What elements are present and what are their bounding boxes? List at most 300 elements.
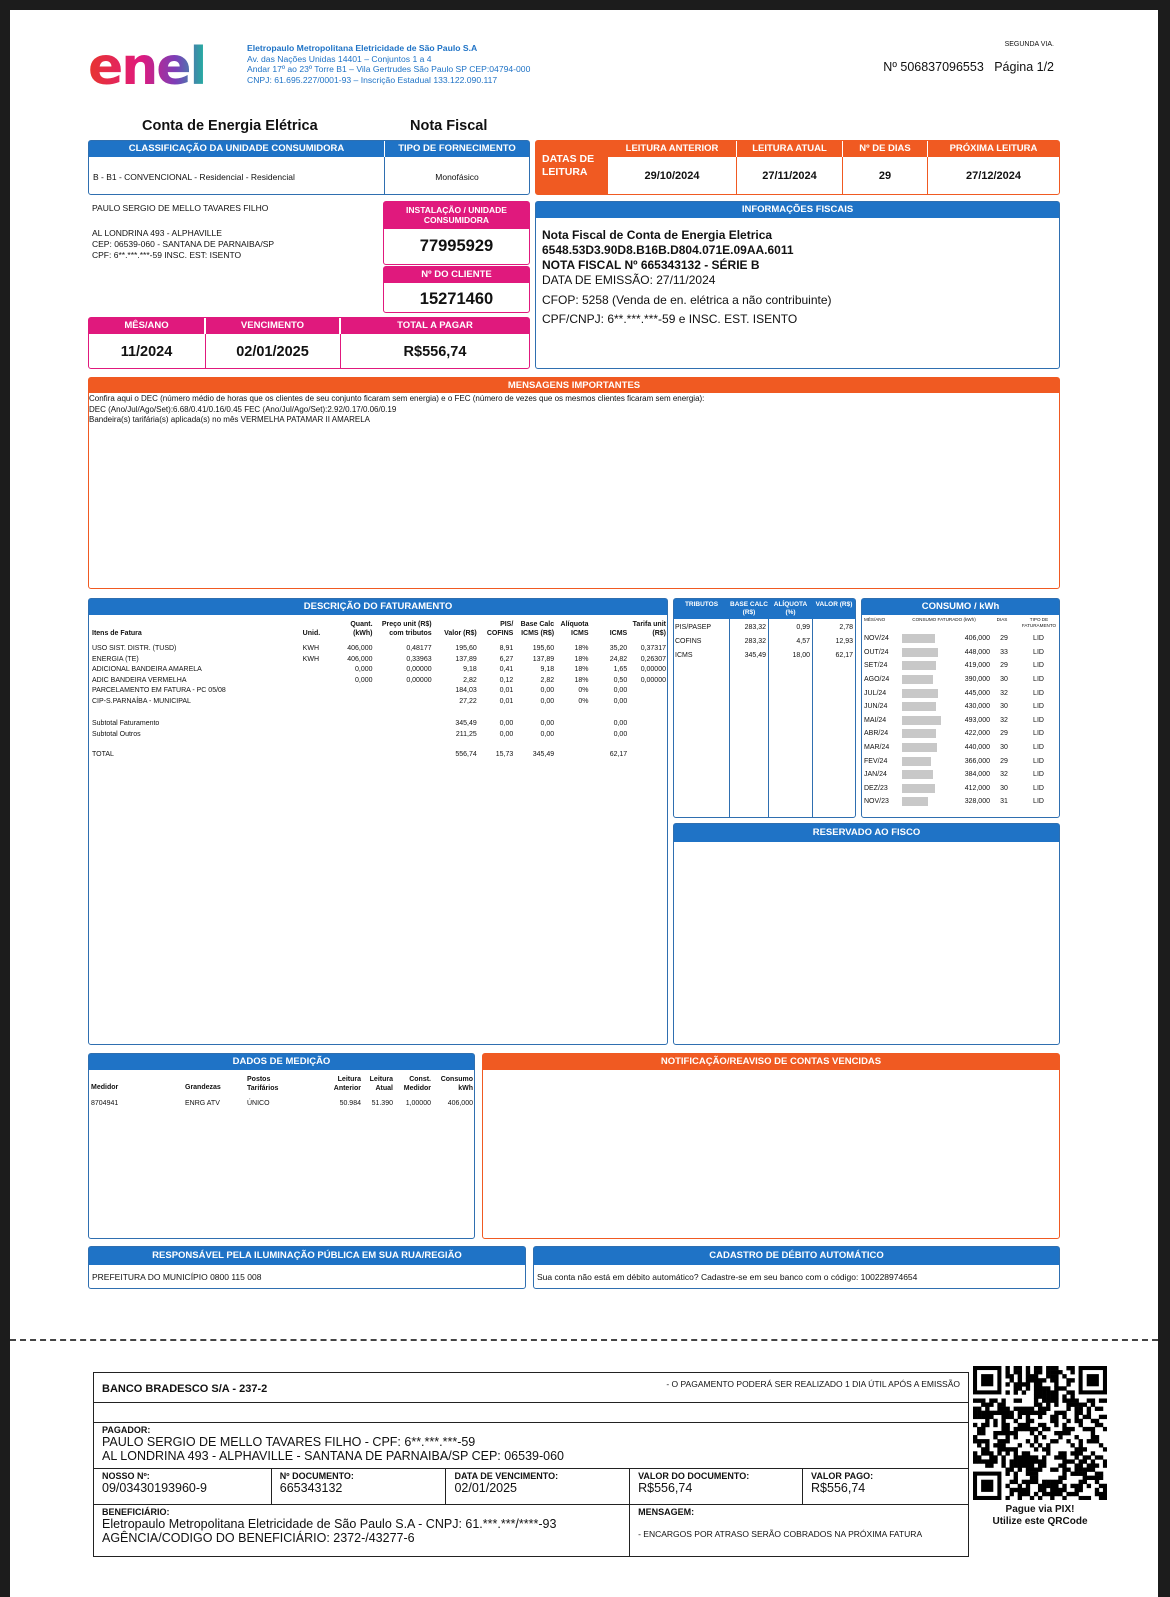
consumo-kwh: 419,000 <box>964 662 990 670</box>
qr-module <box>997 1451 1001 1455</box>
boleto-blank-row <box>94 1403 969 1423</box>
faturamento-cell: 0,00 <box>540 720 555 727</box>
faturamento-cell <box>340 719 372 730</box>
data-vencimento-label: DATA DE VENCIMENTO: <box>454 1471 559 1481</box>
qr-module <box>1046 1398 1050 1402</box>
vencimento-label: VENCIMENTO <box>206 318 339 334</box>
consumo-dias: 29 <box>1000 730 1008 738</box>
qr-module <box>1054 1423 1058 1427</box>
instalacao-box <box>383 201 530 265</box>
qr-module <box>1042 1394 1046 1398</box>
qr-module <box>1054 1374 1058 1378</box>
qr-module <box>1046 1386 1050 1390</box>
consumo-row <box>864 727 1059 741</box>
qr-module <box>1087 1476 1091 1480</box>
qr-module <box>1066 1390 1070 1394</box>
consumo-row <box>864 795 1059 809</box>
qr-module <box>1001 1439 1005 1443</box>
qr-module <box>1018 1382 1022 1386</box>
faturamento-total-row <box>92 750 666 761</box>
consumo-tipo: LID <box>1033 784 1044 792</box>
qr-module <box>1079 1463 1083 1467</box>
iluminacao-value: PREFEITURA DO MUNICÍPIO 0800 115 008 <box>92 1272 262 1282</box>
medicao-cell: 50.984 <box>339 1100 361 1107</box>
consumo-kwh: 430,000 <box>964 703 990 711</box>
qr-module <box>1005 1382 1009 1386</box>
consumo-dias: 32 <box>1000 716 1008 724</box>
qr-module <box>973 1423 977 1427</box>
faturamento-subtotal-row <box>92 719 666 730</box>
qr-module <box>1066 1439 1070 1443</box>
qr-module <box>1018 1407 1022 1411</box>
qr-module <box>1022 1451 1026 1455</box>
consumo-dias: 29 <box>1000 662 1008 670</box>
qr-module <box>1018 1427 1022 1431</box>
qr-module <box>1030 1459 1034 1463</box>
qr-module <box>1014 1451 1018 1455</box>
qr-module <box>973 1455 977 1459</box>
qr-module <box>1070 1398 1074 1402</box>
qr-module <box>1079 1488 1083 1492</box>
qr-module <box>1054 1390 1058 1394</box>
consumo-mes: FEV/24 <box>864 757 888 765</box>
faturamento-cell: 0,00000 <box>406 666 432 673</box>
consumo-col-header: MÊS/ANO <box>864 617 886 622</box>
qr-module <box>1058 1411 1062 1415</box>
qr-module <box>1070 1427 1074 1431</box>
datas-leitura-box <box>535 140 1060 195</box>
qr-module <box>1014 1463 1018 1467</box>
consumo-tipo: LID <box>1033 635 1044 643</box>
faturamento-col-header: Unid. <box>302 629 321 637</box>
qr-module <box>985 1419 989 1423</box>
medicao-label: DADOS DE MEDIÇÃO <box>89 1054 474 1070</box>
consumo-mes: MAR/24 <box>864 744 890 752</box>
qr-module <box>1099 1398 1103 1402</box>
qr-module <box>1079 1468 1083 1472</box>
qr-module <box>997 1447 1001 1451</box>
qr-module <box>1001 1407 1005 1411</box>
qr-module <box>1010 1488 1014 1492</box>
qr-module <box>1001 1463 1005 1467</box>
faturamento-cell <box>554 730 588 741</box>
qr-module <box>1018 1378 1022 1382</box>
consumo-tipo: LID <box>1033 716 1044 724</box>
qr-module <box>1075 1435 1079 1439</box>
qr-module <box>1046 1370 1050 1374</box>
qr-module <box>1005 1370 1009 1374</box>
qr-module <box>1046 1480 1050 1484</box>
qr-module <box>1034 1366 1038 1370</box>
consumo-bar <box>902 797 928 806</box>
qr-module <box>1062 1488 1066 1492</box>
qr-module <box>1034 1378 1038 1382</box>
tipo-fornecimento-value: Monofásico <box>435 172 479 182</box>
qr-module <box>1005 1496 1009 1500</box>
qr-module <box>1050 1419 1054 1423</box>
qr-module <box>1022 1455 1026 1459</box>
consumo-dias: 29 <box>1000 635 1008 643</box>
faturamento-cell: 406,000 <box>347 645 373 652</box>
qr-module <box>1075 1488 1079 1492</box>
consumo-tipo: LID <box>1033 757 1044 765</box>
consumo-bar-cell <box>902 700 946 714</box>
qr-module <box>989 1403 993 1407</box>
consumo-bar-cell <box>902 795 946 809</box>
qr-module <box>981 1423 985 1427</box>
qr-module <box>1070 1403 1074 1407</box>
qr-module <box>981 1411 985 1415</box>
qr-module <box>1026 1419 1030 1423</box>
qr-module <box>1079 1411 1083 1415</box>
faturamento-cell: 0,41 <box>499 666 514 673</box>
faturamento-col-header: Base Calc ICMS (R$) <box>520 621 555 637</box>
medicao-cell: ÚNICO <box>247 1100 270 1107</box>
qr-module <box>981 1398 985 1402</box>
medicao-col-header: Const. Medidor <box>403 1076 431 1092</box>
qr-module <box>1058 1480 1062 1484</box>
qr-module <box>1087 1463 1091 1467</box>
company-info <box>247 43 530 85</box>
faturamento-cell: 0,000 <box>354 676 373 684</box>
pix-caption <box>970 1504 1110 1528</box>
qr-module <box>977 1411 981 1415</box>
cliente-num-label: Nº DO CLIENTE <box>384 267 529 283</box>
notificacao-label: NOTIFICAÇÃO/REAVISO DE CONTAS VENCIDAS <box>483 1054 1059 1070</box>
qr-module <box>981 1459 985 1463</box>
qr-module <box>1054 1431 1058 1435</box>
faturamento-cell: 0,00 <box>613 697 628 705</box>
qr-module <box>1042 1390 1046 1394</box>
qr-module <box>1038 1394 1042 1398</box>
total-pagar: R$556,74 <box>403 344 467 360</box>
consumo-mes: JUL/24 <box>864 689 887 697</box>
qr-module <box>1038 1411 1042 1415</box>
qr-module <box>1062 1472 1066 1476</box>
qr-module <box>1014 1447 1018 1451</box>
faturamento-col-header: Quant. (kWh) <box>350 621 373 637</box>
qr-module <box>1054 1480 1058 1484</box>
faturamento-cell <box>303 719 341 730</box>
qr-module <box>1001 1443 1005 1447</box>
valor-pago: R$556,74 <box>811 1481 866 1495</box>
qr-module <box>1079 1472 1083 1476</box>
qr-module <box>1070 1451 1074 1455</box>
qr-module <box>1022 1459 1026 1463</box>
qr-module <box>1054 1411 1058 1415</box>
qr-module <box>1099 1496 1103 1500</box>
qr-module <box>1022 1390 1026 1394</box>
qr-module <box>1030 1455 1034 1459</box>
consumo-row <box>864 700 1059 714</box>
qr-module <box>1070 1390 1074 1394</box>
qr-module <box>1050 1370 1054 1374</box>
faturamento-cell: 0,00 <box>540 687 555 694</box>
qr-module <box>1062 1423 1066 1427</box>
qr-module <box>1058 1451 1062 1455</box>
qr-module <box>1014 1419 1018 1423</box>
qr-module <box>1018 1370 1022 1374</box>
consumo-tipo: LID <box>1033 648 1044 656</box>
qr-module <box>1038 1403 1042 1407</box>
qr-module <box>1018 1415 1022 1419</box>
tributos-cell: 12,93 <box>835 638 853 645</box>
qr-module <box>1005 1447 1009 1451</box>
total-pagar-label: TOTAL A PAGAR <box>341 318 529 334</box>
qr-module <box>1075 1468 1079 1472</box>
qr-module <box>1050 1488 1054 1492</box>
qr-module <box>1095 1480 1099 1484</box>
consumo-dias: 30 <box>1000 744 1008 752</box>
faturamento-cell: ENERGIA (TE) <box>92 655 139 663</box>
classificacao-label: CLASSIFICAÇÃO DA UNIDADE CONSUMIDORA <box>89 141 384 157</box>
qr-module <box>1066 1459 1070 1463</box>
qr-module <box>985 1459 989 1463</box>
qr-module <box>1001 1415 1005 1419</box>
qr-module <box>1038 1484 1042 1488</box>
qr-module <box>1022 1407 1026 1411</box>
qr-module <box>1070 1484 1074 1488</box>
qr-module <box>1058 1370 1062 1374</box>
qr-module <box>1018 1492 1022 1496</box>
consumo-dias: 31 <box>1000 798 1008 806</box>
faturamento-subtotal-row <box>92 730 666 741</box>
company-address-2: Andar 17º ao 23º Torre B1 – Vila Gertrudes São Paulo SP CEP:04794-000 <box>247 64 531 74</box>
medicao-col-header: Postos Tarifários <box>247 1076 279 1092</box>
qr-module <box>1034 1374 1038 1378</box>
faturamento-row <box>92 644 666 655</box>
faturamento-cell: 27,22 <box>459 697 477 705</box>
qr-module <box>997 1403 1001 1407</box>
qr-module <box>989 1415 993 1419</box>
faturamento-cell: 556,74 <box>455 751 477 758</box>
faturamento-cell: 0,26307 <box>640 655 666 663</box>
tributos-cell: 62,17 <box>835 652 853 659</box>
qr-module <box>1083 1403 1087 1407</box>
faturamento-cell: 211,25 <box>455 730 477 738</box>
qr-module <box>1058 1455 1062 1459</box>
qr-module <box>1042 1447 1046 1451</box>
qr-module <box>1030 1468 1034 1472</box>
qr-module <box>1050 1394 1054 1398</box>
cut-line <box>10 1339 1158 1341</box>
qr-module <box>1022 1488 1026 1492</box>
qr-module <box>1042 1455 1046 1459</box>
qr-module <box>1018 1488 1022 1492</box>
debito-label: CADASTRO DE DÉBITO AUTOMÁTICO <box>534 1247 1059 1265</box>
qr-module <box>1010 1492 1014 1496</box>
qr-module <box>1079 1443 1083 1447</box>
qr-module <box>1014 1427 1018 1431</box>
qr-module <box>1034 1398 1038 1402</box>
qr-module <box>1046 1451 1050 1455</box>
qr-module <box>1014 1382 1018 1386</box>
qr-module <box>1005 1427 1009 1431</box>
qr-module <box>1005 1390 1009 1394</box>
consumo-bar-cell <box>902 646 946 660</box>
consumo-bar-cell <box>902 673 946 687</box>
qr-module <box>1010 1459 1014 1463</box>
nosso-numero: 09/03430193960-9 <box>102 1481 207 1495</box>
qr-module <box>1070 1472 1074 1476</box>
faturamento-cell: 9,18 <box>463 666 477 673</box>
medicao-box <box>88 1053 475 1239</box>
faturamento-cell: 0,00000 <box>640 676 666 684</box>
faturamento-cell: 0,37317 <box>640 645 666 652</box>
qr-module <box>1050 1468 1054 1472</box>
cliente-info <box>92 203 274 261</box>
cliente-num: 15271460 <box>419 290 494 308</box>
faturamento-col-header: Alíquota ICMS <box>560 621 589 637</box>
qr-module <box>1038 1386 1042 1390</box>
qr-module <box>1014 1398 1018 1402</box>
qr-module <box>1026 1439 1030 1443</box>
qr-module <box>1026 1492 1030 1496</box>
qr-module <box>985 1423 989 1427</box>
faturamento-cell: 137,89 <box>532 655 555 663</box>
qr-module <box>1046 1390 1050 1394</box>
qr-module <box>1058 1386 1062 1390</box>
qr-module <box>1018 1374 1022 1378</box>
consumo-col-header: DIAS <box>996 617 1008 622</box>
qr-module <box>1046 1366 1050 1370</box>
faturamento-cell <box>303 730 341 741</box>
iluminacao-label: RESPONSÁVEL PELA ILUMINAÇÃO PÚBLICA EM SUA RUA/REGIÃO <box>89 1247 525 1265</box>
qr-module <box>1054 1370 1058 1374</box>
qr-module <box>1103 1488 1107 1492</box>
tributos-cell: 283,32 <box>744 624 766 631</box>
cliente-cep: CEP: 06539-060 - SANTANA DE PARNAIBA/SP <box>92 239 275 249</box>
qr-module <box>1026 1423 1030 1427</box>
qr-module <box>1062 1451 1066 1455</box>
qr-module <box>1030 1427 1034 1431</box>
qr-module <box>1014 1366 1018 1370</box>
boleto-table <box>93 1372 969 1557</box>
qr-module <box>1054 1382 1058 1386</box>
faturamento-cell: 9,18 <box>540 666 555 673</box>
qr-module <box>1022 1411 1026 1415</box>
pix-qrcode[interactable] <box>973 1366 1107 1500</box>
qr-module <box>1087 1427 1091 1431</box>
qr-module <box>1014 1390 1018 1394</box>
qr-module <box>1042 1398 1046 1402</box>
tributos-cell: 345,49 <box>744 652 766 659</box>
qr-module <box>1010 1468 1014 1472</box>
qr-module <box>1038 1463 1042 1467</box>
mensagem-line-1: Confira aqui o DEC (número médio de horas que os clientes de seu conjunto ficaram sem energia) e o FEC (número de vezes que os mesmos clientes ficaram sem energia): <box>89 394 705 403</box>
qr-module <box>1099 1415 1103 1419</box>
qr-module <box>1001 1403 1005 1407</box>
qr-module <box>1005 1472 1009 1476</box>
qr-module <box>1010 1378 1014 1382</box>
qr-module <box>1079 1407 1083 1411</box>
faturamento-cell <box>627 750 666 761</box>
qr-module <box>1091 1427 1095 1431</box>
qr-module <box>1050 1415 1054 1419</box>
qr-module <box>1014 1386 1018 1390</box>
consumo-mes: AGO/24 <box>864 676 890 684</box>
faturamento-cell: 0% <box>578 697 589 705</box>
qr-module <box>1075 1407 1079 1411</box>
consumo-kwh: 328,000 <box>964 798 990 806</box>
qr-module <box>1091 1419 1095 1423</box>
consumo-bar <box>902 661 936 670</box>
qr-module <box>1005 1366 1009 1370</box>
qr-module <box>1005 1423 1009 1427</box>
consumo-mes: NOV/23 <box>864 798 889 806</box>
qr-module <box>1018 1386 1022 1390</box>
consumo-tipo: LID <box>1033 798 1044 806</box>
qr-module <box>997 1407 1001 1411</box>
qr-module <box>1034 1492 1038 1496</box>
qr-module <box>977 1427 981 1431</box>
faturamento-cell: 0% <box>578 687 589 694</box>
qr-module <box>973 1435 977 1439</box>
qr-module <box>1030 1431 1034 1435</box>
qr-module <box>1099 1423 1103 1427</box>
consumo-box <box>861 598 1060 818</box>
qr-module <box>1062 1459 1066 1463</box>
qr-module <box>981 1447 985 1451</box>
qr-module <box>1010 1415 1014 1419</box>
qr-module <box>1018 1443 1022 1447</box>
qr-module <box>1038 1459 1042 1463</box>
mes-ano: 11/2024 <box>120 344 173 360</box>
qr-module <box>1083 1480 1087 1484</box>
qr-module <box>1099 1443 1103 1447</box>
faturamento-cell: TOTAL <box>92 751 114 758</box>
qr-module <box>1018 1468 1022 1472</box>
qr-module <box>1001 1459 1005 1463</box>
qr-module <box>1075 1398 1079 1402</box>
qr-module <box>977 1407 981 1411</box>
qr-module <box>985 1443 989 1447</box>
qr-module <box>1095 1492 1099 1496</box>
qr-module <box>1066 1419 1070 1423</box>
proxima-leitura-label: PRÓXIMA LEITURA <box>928 141 1059 157</box>
qr-module <box>1042 1459 1046 1463</box>
qr-module <box>977 1455 981 1459</box>
pix-line-1: Pague via PIX! <box>1005 1504 1075 1515</box>
qr-module <box>1042 1386 1046 1390</box>
faturamento-cell: 0,00 <box>613 730 628 738</box>
qr-module <box>1050 1390 1054 1394</box>
qr-module <box>1050 1366 1054 1370</box>
tributos-cell: PIS/PASEP <box>675 624 712 631</box>
qr-module <box>1079 1423 1083 1427</box>
faturamento-cell: 0,000 <box>354 666 373 673</box>
qr-module <box>1001 1427 1005 1431</box>
num-dias: 29 <box>878 170 892 182</box>
qr-module <box>1042 1411 1046 1415</box>
qr-module <box>1066 1431 1070 1435</box>
consumo-bar-cell <box>902 659 946 673</box>
qr-module <box>1103 1447 1107 1451</box>
qr-module <box>997 1431 1001 1435</box>
consumo-row <box>864 632 1059 646</box>
qr-module <box>1022 1480 1026 1484</box>
qr-module <box>1018 1463 1022 1467</box>
beneficiario-line-1: Eletropaulo Metropolitana Eletricidade de São Paulo S.A - CNPJ: 61.***.***/****-93 <box>102 1517 557 1531</box>
faturamento-cell: PARCELAMENTO EM FATURA - PC 05/08 <box>92 687 226 694</box>
qr-module <box>1079 1459 1083 1463</box>
qr-module <box>993 1431 997 1435</box>
qr-module <box>1103 1415 1107 1419</box>
company-cnpj: CNPJ: 61.695.227/0001-93 – Inscrição Estadual 133.122.090.117 <box>247 74 498 85</box>
invoice-number-page <box>883 60 1054 74</box>
fiscais-line-6: CPF/CNPJ: 6**.***.***-59 e INSC. EST. ISENTO <box>542 312 798 326</box>
qr-module <box>1066 1403 1070 1407</box>
